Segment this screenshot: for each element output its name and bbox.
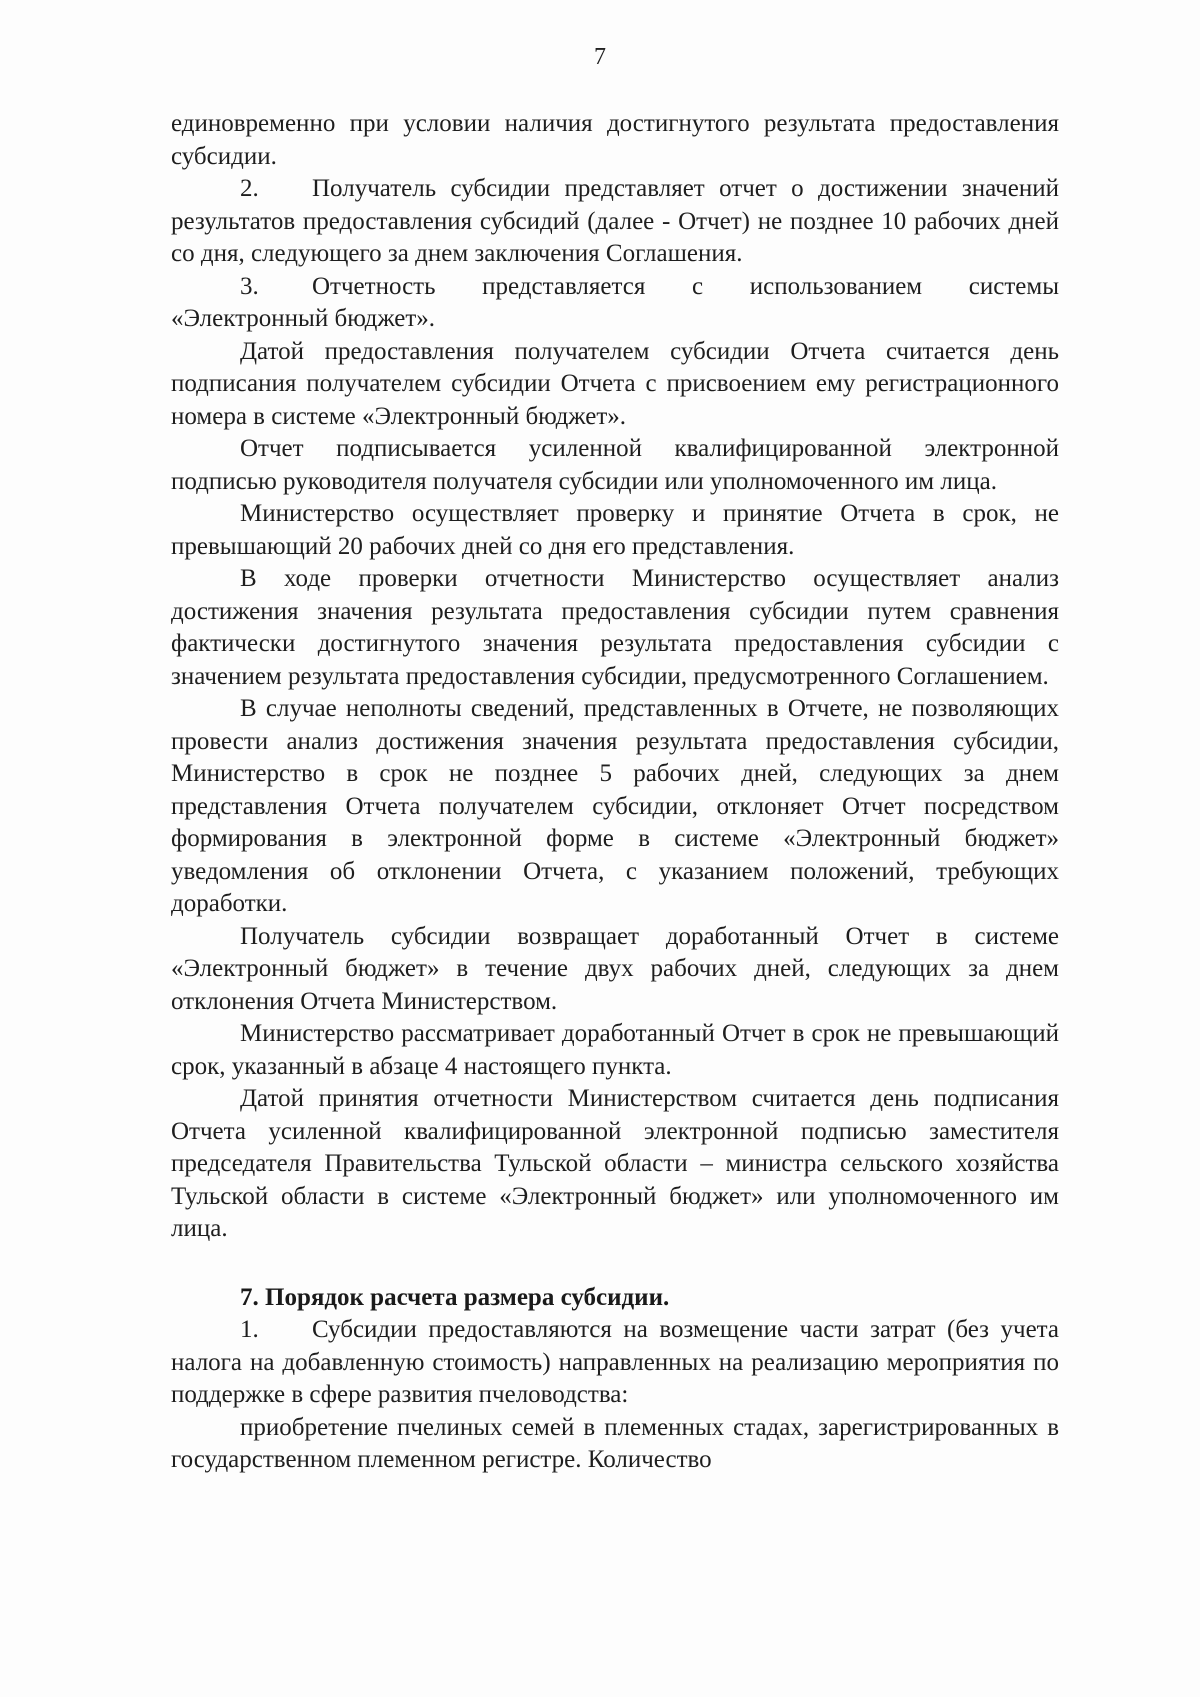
- paragraph-text: Отчетность представляется с использованием системы «Электронный бюджет».: [171, 272, 1059, 332]
- paragraph-text: Субсидии предоставляются на возмещение части затрат (без учета налога на добавленную стоимость) направленных на реализацию мероприятия по поддержке в сфере развития пчеловодства:: [171, 1316, 1059, 1408]
- page-number: 7: [594, 44, 606, 70]
- paragraph: [171, 271, 1059, 336]
- paragraph: [171, 173, 1059, 271]
- paragraph-text: Министерство рассматривает доработанный Отчет в срок не превышающий срок, указанный в абзаце 4 настоящего пункта.: [171, 1020, 1059, 1080]
- item-number: 2.: [240, 175, 259, 202]
- section-heading: 7. Порядок расчета размера субсидии.: [240, 1283, 670, 1311]
- paragraph: [171, 336, 1059, 434]
- paragraph: [171, 693, 1059, 921]
- paragraph-text: В ходе проверки отчетности Министерство осуществляет анализ достижения значения результата предоставления субсидии путем сравнения фактически достигнутого значения результата предоставления субсидии с значением результата предоставления субсидии, предусмотренного Соглашением.: [171, 565, 1059, 690]
- paragraph: [171, 1314, 1059, 1412]
- paragraph-text: Отчет подписывается усиленной квалифицированной электронной подписью руководителя получателя субсидии или уполномоченного им лица.: [171, 435, 1059, 495]
- document-body: [171, 108, 1059, 1477]
- paragraph-text: Получатель субсидии возвращает доработанный Отчет в системе «Электронный бюджет» в течение двух рабочих дней, следующих за днем отклонения Отчета Министерством.: [171, 922, 1059, 1015]
- paragraph: [171, 1412, 1059, 1477]
- item-number: 3.: [240, 272, 259, 300]
- paragraph: [171, 563, 1059, 693]
- paragraph: [171, 1018, 1059, 1083]
- paragraph-text: единовременно при условии наличия достигнутого результата предоставления субсидии.: [171, 110, 1059, 170]
- paragraph-text: Датой принятия отчетности Министерством считается день подписания Отчета усиленной квалифицированной электронной подписью заместителя председателя Правительства Тульской области – министра сельского хозяйства Тульской области в системе «Электронный бюджет» или уполномоченного им лица.: [171, 1085, 1059, 1242]
- paragraph: [171, 1083, 1059, 1246]
- paragraph: [171, 498, 1059, 563]
- paragraph: [171, 433, 1059, 498]
- paragraph-text: Датой предоставления получателем субсидии Отчета считается день подписания получателем субсидии Отчета с присвоением ему регистрационного номера в системе «Электронный бюджет».: [171, 337, 1059, 430]
- paragraph-text: Министерство осуществляет проверку и принятие Отчета в срок, не превышающий 20 рабочих дней со дня его представления.: [171, 500, 1059, 560]
- paragraph-text: приобретение пчелиных семей в племенных стадах, зарегистрированных в государственном племенном регистре. Количество: [171, 1413, 1059, 1473]
- item-number: 1.: [240, 1316, 259, 1343]
- paragraph-text: В случае неполноты сведений, представленных в Отчете, не позволяющих провести анализ достижения значения результата предоставления субсидии, Министерство в срок не позднее 5 рабочих дней, следующих за днем представления Отчета получателем субсидии, отклоняет Отчет посредством формирования в электронной форме в системе «Электронный бюджет» уведомления об отклонении Отчета, с указанием положений, требующих доработки.: [171, 695, 1059, 917]
- paragraph: [171, 108, 1059, 173]
- paragraph-text: Получатель субсидии представляет отчет о достижении значений результатов предоставления субсидий (далее - Отчет) не позднее 10 рабочих дней со дня, следующего за днем заключения Соглашения.: [171, 175, 1059, 267]
- paragraph: [171, 921, 1059, 1019]
